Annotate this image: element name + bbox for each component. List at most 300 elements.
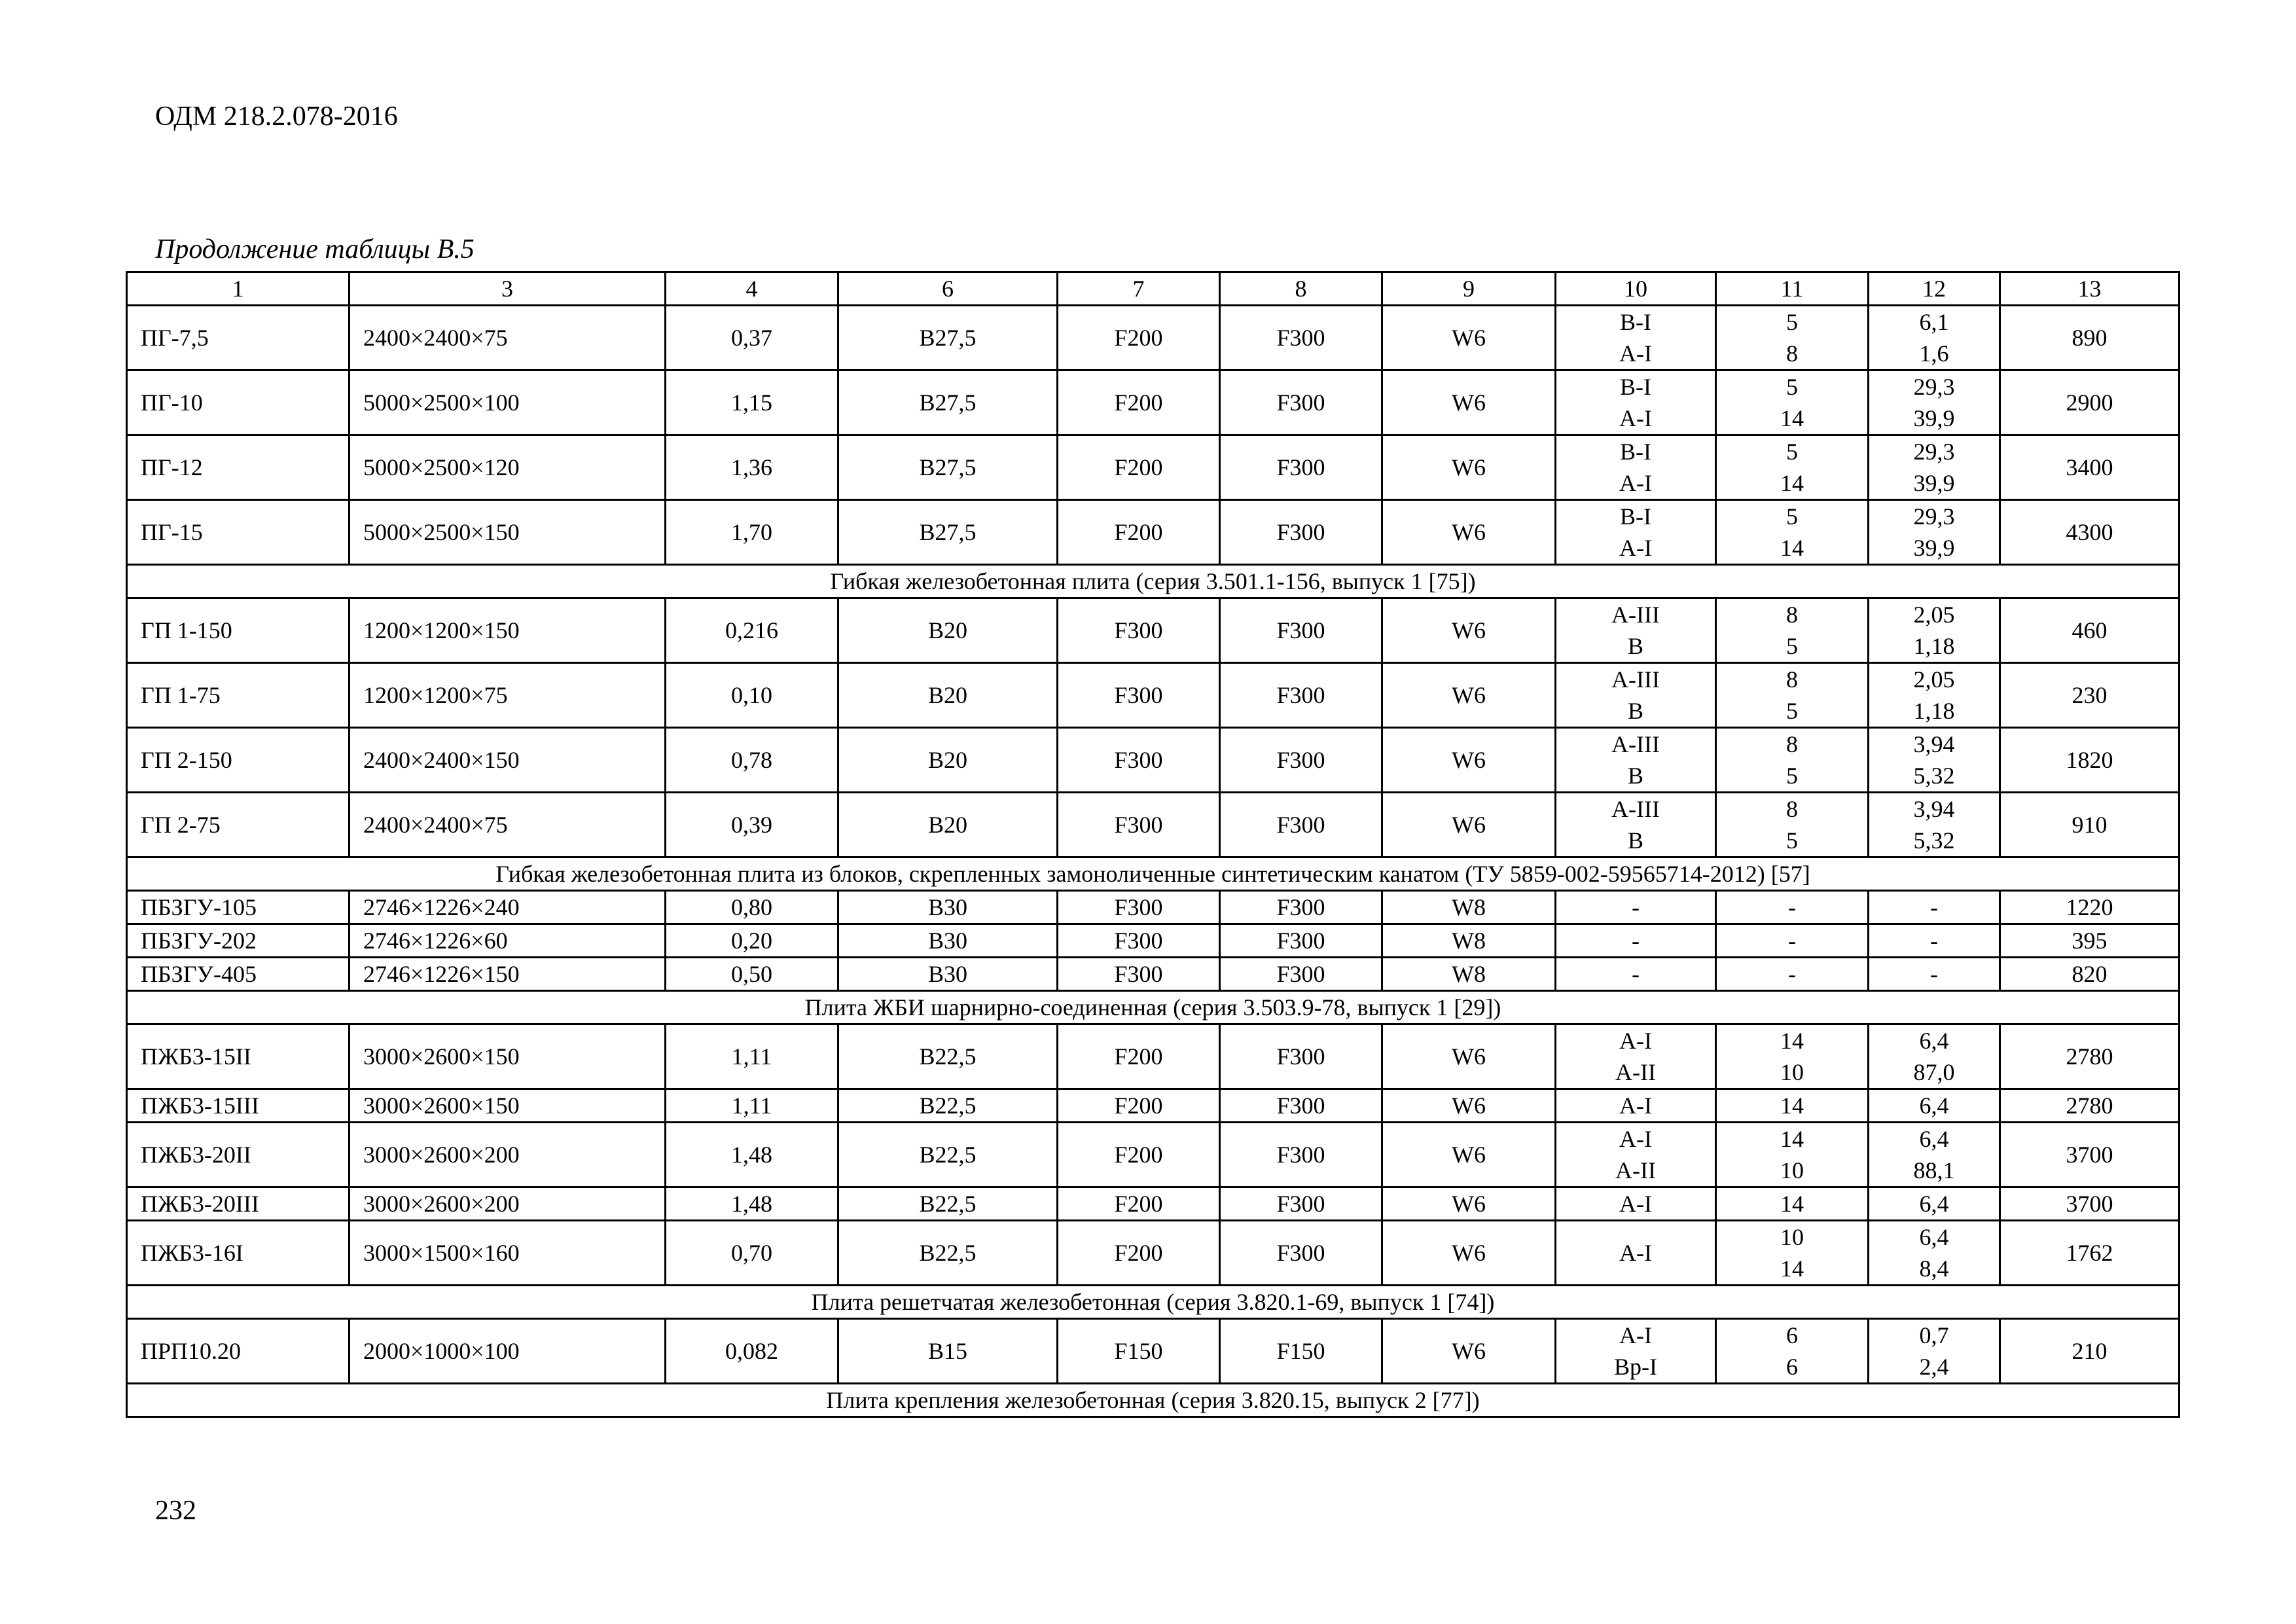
cell-line: 5 [1786, 309, 1798, 335]
table-cell: F300 [1220, 598, 1382, 663]
row-label-cell: ГП 1-150 [127, 598, 350, 663]
table-row [127, 1089, 2179, 1123]
column-header: 4 [666, 272, 838, 306]
table-cell: F300 [1058, 598, 1220, 663]
table-cell: 910 [2000, 793, 2179, 857]
row-label-cell: ПБЗГУ-202 [127, 924, 350, 958]
table-cell: В20 [838, 598, 1058, 663]
table-cell: 210 [2000, 1319, 2179, 1384]
table-cell: 5000×2500×120 [350, 435, 666, 500]
table-cell: 3700 [2000, 1187, 2179, 1221]
table-cell: F300 [1220, 1024, 1382, 1089]
table-cell [1556, 663, 1716, 728]
table-cell: В30 [838, 891, 1058, 924]
cell-line: 6 [1786, 1354, 1798, 1380]
cell-line: 14 [1780, 1028, 1804, 1054]
table-cell: 6,4 [1869, 1089, 2000, 1123]
table-cell: F300 [1058, 924, 1220, 958]
table-cell: W6 [1382, 1024, 1556, 1089]
cell-line: В [1627, 763, 1643, 789]
table-cell: F200 [1058, 435, 1220, 500]
cell-line: 5,32 [1913, 763, 1955, 789]
table-cell: F300 [1058, 891, 1220, 924]
table-cell: 1,70 [666, 500, 838, 565]
table-cell: 0,39 [666, 793, 838, 857]
table-cell: F200 [1058, 500, 1220, 565]
cell-line: В [1627, 633, 1643, 659]
cell-line: 29,3 [1913, 374, 1955, 400]
table-cell: 395 [2000, 924, 2179, 958]
table-cell: В20 [838, 728, 1058, 793]
cell-line: 8 [1786, 340, 1798, 367]
table-cell: F300 [1220, 500, 1382, 565]
cell-line: 5 [1786, 698, 1798, 724]
table-cell [1716, 500, 1869, 565]
table-cell: 3000×2600×150 [350, 1024, 666, 1089]
table-cell: 2400×2400×75 [350, 793, 666, 857]
table-cell [1869, 728, 2000, 793]
table-cell: F300 [1058, 728, 1220, 793]
table-cell: 1,15 [666, 370, 838, 435]
table-cell: F200 [1058, 1123, 1220, 1187]
table-cell: - [1556, 924, 1716, 958]
cell-line: А-III [1611, 731, 1660, 757]
row-label-cell: ГП 2-150 [127, 728, 350, 793]
table-cell [1869, 1024, 2000, 1089]
cell-line: 1,18 [1913, 698, 1955, 724]
table-cell: F150 [1220, 1319, 1382, 1384]
cell-line: 8 [1786, 731, 1798, 757]
row-label-cell: ГП 2-75 [127, 793, 350, 857]
table-cell: 3700 [2000, 1123, 2179, 1187]
section-row [127, 991, 2179, 1024]
table-cell [1716, 1319, 1869, 1384]
table-cell [1556, 793, 1716, 857]
table-cell: 2746×1226×240 [350, 891, 666, 924]
cell-line: 8 [1786, 602, 1798, 628]
table-cell: 230 [2000, 663, 2179, 728]
table-cell: 1,11 [666, 1089, 838, 1123]
table-cell: 0,80 [666, 891, 838, 924]
page-number: 232 [155, 1496, 196, 1526]
cell-line: В-I [1620, 439, 1651, 465]
table-cell: F300 [1220, 891, 1382, 924]
cell-line: 29,3 [1913, 439, 1955, 465]
cell-line: 14 [1780, 535, 1804, 561]
table-cell: F300 [1058, 793, 1220, 857]
row-label-cell: ПЖБ3-15II [127, 1024, 350, 1089]
table-cell [1869, 663, 2000, 728]
table-cell: 1,36 [666, 435, 838, 500]
table-row [127, 728, 2179, 793]
cell-line: 14 [1780, 1255, 1804, 1282]
table-cell: 0,37 [666, 306, 838, 370]
table-cell: 5000×2500×150 [350, 500, 666, 565]
table-cell [1556, 435, 1716, 500]
table-cell: - [1716, 958, 1869, 991]
cell-line: 8 [1786, 666, 1798, 693]
table-cell [1869, 1123, 2000, 1187]
cell-line: 10 [1780, 1157, 1804, 1183]
table-cell [1869, 370, 2000, 435]
table-cell [1869, 500, 2000, 565]
table-cell: 5000×2500×100 [350, 370, 666, 435]
table-cell [1716, 306, 1869, 370]
cell-line: А-III [1611, 666, 1660, 693]
table-cell: F300 [1220, 1221, 1382, 1286]
cell-line: 2,05 [1913, 602, 1955, 628]
section-title: Плита крепления железобетонная (серия 3.820.15, выпуск 2 [77]) [127, 1384, 2179, 1417]
table-cell: 890 [2000, 306, 2179, 370]
cell-line: 5 [1786, 633, 1798, 659]
row-label-cell: ПГ-10 [127, 370, 350, 435]
table-cell: F200 [1058, 370, 1220, 435]
cell-line: 1,18 [1913, 633, 1955, 659]
table-cell: W8 [1382, 924, 1556, 958]
table-cell: F300 [1220, 924, 1382, 958]
table-cell: 3000×2600×200 [350, 1187, 666, 1221]
table-cell: W6 [1382, 1089, 1556, 1123]
table-cell: 2746×1226×150 [350, 958, 666, 991]
table-cell: F300 [1220, 370, 1382, 435]
table-cell: В27,5 [838, 306, 1058, 370]
section-title: Плита ЖБИ шарнирно-соединенная (серия 3.503.9-78, выпуск 1 [29]) [127, 991, 2179, 1024]
section-row [127, 565, 2179, 598]
cell-line: А-I [1619, 470, 1652, 496]
table-cell: F300 [1220, 663, 1382, 728]
table-cell: F150 [1058, 1319, 1220, 1384]
table-cell [1556, 1024, 1716, 1089]
cell-line: 6,4 [1919, 1028, 1949, 1054]
table-row [127, 598, 2179, 663]
cell-line: 2,4 [1919, 1354, 1949, 1380]
cell-line: 10 [1780, 1059, 1804, 1085]
cell-line: В [1627, 827, 1643, 854]
table-cell: - [1716, 891, 1869, 924]
table-cell [1556, 500, 1716, 565]
table-cell: 1200×1200×75 [350, 663, 666, 728]
table-cell [1716, 1221, 1869, 1286]
table-cell [1556, 1123, 1716, 1187]
table-row [127, 500, 2179, 565]
table-cell [1869, 435, 2000, 500]
cell-line: 5 [1786, 439, 1798, 465]
table-cell: - [1716, 924, 1869, 958]
table-cell [1716, 598, 1869, 663]
table-row [127, 1024, 2179, 1089]
table-cell: 1200×1200×150 [350, 598, 666, 663]
table-cell: 4300 [2000, 500, 2179, 565]
table-cell: 0,082 [666, 1319, 838, 1384]
cell-line: Вр-I [1614, 1354, 1657, 1380]
table-cell: 1,48 [666, 1123, 838, 1187]
column-header: 3 [350, 272, 666, 306]
table-row [127, 793, 2179, 857]
table-cell [1556, 598, 1716, 663]
cell-line: 5 [1786, 503, 1798, 530]
cell-line: А-II [1615, 1059, 1656, 1085]
table-row [127, 663, 2179, 728]
column-header: 11 [1716, 272, 1869, 306]
cell-line: В-I [1620, 503, 1651, 530]
cell-line: А-I [1619, 1028, 1652, 1054]
table-cell: В30 [838, 924, 1058, 958]
table-cell: W6 [1382, 306, 1556, 370]
cell-line: А-I [1619, 535, 1652, 561]
cell-line: 5 [1786, 374, 1798, 400]
table-cell: В30 [838, 958, 1058, 991]
cell-line: 1,6 [1919, 340, 1949, 367]
table-cell: В22,5 [838, 1123, 1058, 1187]
cell-line: В-I [1620, 374, 1651, 400]
table-cell [1869, 1221, 2000, 1286]
cell-line: А-III [1611, 796, 1660, 822]
table-cell [1556, 728, 1716, 793]
table-cell: F200 [1058, 1024, 1220, 1089]
table-cell: 820 [2000, 958, 2179, 991]
table-cell: В15 [838, 1319, 1058, 1384]
table-cell: F300 [1058, 663, 1220, 728]
table-cell: 2746×1226×60 [350, 924, 666, 958]
table-cell: 3400 [2000, 435, 2179, 500]
cell-line: 8,4 [1919, 1255, 1949, 1282]
table-cell: F300 [1220, 435, 1382, 500]
table-cell [1869, 793, 2000, 857]
table-cell [1716, 663, 1869, 728]
column-header: 13 [2000, 272, 2179, 306]
cell-line: В [1627, 698, 1643, 724]
table-cell: В20 [838, 793, 1058, 857]
row-label-cell: ГП 1-75 [127, 663, 350, 728]
table-cell [1869, 598, 2000, 663]
cell-line: 5 [1786, 763, 1798, 789]
row-label-cell: ПЖБ3-16I [127, 1221, 350, 1286]
section-title: Гибкая железобетонная плита из блоков, скрепленных замоноличенные синтетическим канатом (ТУ 5859-002-59565714-2012) [57] [127, 857, 2179, 891]
cell-line: А-I [1619, 340, 1652, 367]
table-row [127, 1221, 2179, 1286]
table-row [127, 370, 2179, 435]
row-label-cell: ПГ-15 [127, 500, 350, 565]
table-cell: 1820 [2000, 728, 2179, 793]
table-cell [1716, 793, 1869, 857]
table-cell: В22,5 [838, 1221, 1058, 1286]
cell-line: 14 [1780, 1126, 1804, 1152]
table-cell: - [1869, 891, 2000, 924]
table-cell: W6 [1382, 728, 1556, 793]
table-row [127, 958, 2179, 991]
row-label-cell: ПРП10.20 [127, 1319, 350, 1384]
table-cell: В22,5 [838, 1024, 1058, 1089]
table-cell: 1762 [2000, 1221, 2179, 1286]
document-code: ОДМ 218.2.078-2016 [155, 101, 398, 132]
table-cell [1869, 1319, 2000, 1384]
table-cell: 3000×1500×160 [350, 1221, 666, 1286]
table-row [127, 1319, 2179, 1384]
cell-line: 10 [1780, 1224, 1804, 1250]
table-cell: 1,48 [666, 1187, 838, 1221]
cell-line: 6 [1786, 1322, 1798, 1348]
column-header: 8 [1220, 272, 1382, 306]
cell-line: 39,9 [1913, 535, 1955, 561]
cell-line: 6,1 [1919, 309, 1949, 335]
section-row [127, 1384, 2179, 1417]
table-cell: F200 [1058, 1187, 1220, 1221]
cell-line: 3,94 [1913, 796, 1955, 822]
cell-line: 88,1 [1913, 1157, 1955, 1183]
table-cell: W6 [1382, 370, 1556, 435]
table-row [127, 1123, 2179, 1187]
table-caption: Продолжение таблицы В.5 [155, 234, 475, 264]
table-cell: F200 [1058, 1089, 1220, 1123]
table-cell: 0,10 [666, 663, 838, 728]
table-body [127, 272, 2179, 1417]
table-row [127, 435, 2179, 500]
column-header: 12 [1869, 272, 2000, 306]
cell-line: А-I [1619, 1126, 1652, 1152]
table-cell: 1,11 [666, 1024, 838, 1089]
table-cell: А-I [1556, 1089, 1716, 1123]
table-cell: 0,70 [666, 1221, 838, 1286]
cell-line: А-II [1615, 1157, 1656, 1183]
table-cell [1556, 306, 1716, 370]
table-cell [1556, 370, 1716, 435]
table-header-row [127, 272, 2179, 306]
table-cell: W6 [1382, 1123, 1556, 1187]
table-cell: - [1869, 924, 2000, 958]
row-label-cell: ПЖБ3-20III [127, 1187, 350, 1221]
table-row [127, 891, 2179, 924]
table-row [127, 924, 2179, 958]
cell-line: А-I [1619, 1322, 1652, 1348]
table-cell: W6 [1382, 500, 1556, 565]
row-label-cell: ПБЗГУ-405 [127, 958, 350, 991]
table-cell: В27,5 [838, 370, 1058, 435]
row-label-cell: ПЖБ3-15III [127, 1089, 350, 1123]
cell-line: 8 [1786, 796, 1798, 822]
cell-line: 2,05 [1913, 666, 1955, 693]
table-cell: F300 [1058, 958, 1220, 991]
table-cell: 2780 [2000, 1089, 2179, 1123]
cell-line: 39,9 [1913, 470, 1955, 496]
section-title: Плита решетчатая железобетонная (серия 3.820.1-69, выпуск 1 [74]) [127, 1286, 2179, 1319]
table-cell [1556, 1319, 1716, 1384]
table-cell: F300 [1220, 1187, 1382, 1221]
table-cell: 2400×2400×150 [350, 728, 666, 793]
table-cell: 0,78 [666, 728, 838, 793]
table-row [127, 306, 2179, 370]
row-label-cell: ПГ-7,5 [127, 306, 350, 370]
table-cell: 1220 [2000, 891, 2179, 924]
cell-line: 6,4 [1919, 1224, 1949, 1250]
table-cell: 0,20 [666, 924, 838, 958]
table-cell: W6 [1382, 598, 1556, 663]
table-cell: - [1556, 958, 1716, 991]
cell-line: 6,4 [1919, 1126, 1949, 1152]
table-cell [1716, 1123, 1869, 1187]
table-cell: 2900 [2000, 370, 2179, 435]
table-cell: 3000×2600×200 [350, 1123, 666, 1187]
table-cell [1869, 306, 2000, 370]
table-cell: 0,216 [666, 598, 838, 663]
cell-line: 14 [1780, 470, 1804, 496]
table-cell: 2780 [2000, 1024, 2179, 1089]
column-header: 7 [1058, 272, 1220, 306]
table-cell: F200 [1058, 1221, 1220, 1286]
table-cell: А-I [1556, 1187, 1716, 1221]
table-row [127, 1187, 2179, 1221]
table-cell: 14 [1716, 1089, 1869, 1123]
table-cell: F300 [1220, 1089, 1382, 1123]
cell-line: 3,94 [1913, 731, 1955, 757]
cell-line: В-I [1620, 309, 1651, 335]
table-cell: W6 [1382, 1319, 1556, 1384]
cell-line: 5 [1786, 827, 1798, 854]
section-title: Гибкая железобетонная плита (серия 3.501.1-156, выпуск 1 [75]) [127, 565, 2179, 598]
cell-line: 87,0 [1913, 1059, 1955, 1085]
table-cell: 14 [1716, 1187, 1869, 1221]
table-cell: В22,5 [838, 1089, 1058, 1123]
column-header: 1 [127, 272, 350, 306]
table-cell [1716, 1024, 1869, 1089]
table-cell: F300 [1220, 728, 1382, 793]
table-cell: W6 [1382, 793, 1556, 857]
table-cell: - [1869, 958, 2000, 991]
column-header: 10 [1556, 272, 1716, 306]
table-cell: 460 [2000, 598, 2179, 663]
table-cell: В27,5 [838, 435, 1058, 500]
table-cell: 2000×1000×100 [350, 1319, 666, 1384]
table-cell: 3000×2600×150 [350, 1089, 666, 1123]
table-cell: W8 [1382, 891, 1556, 924]
section-row [127, 857, 2179, 891]
cell-line: 29,3 [1913, 503, 1955, 530]
section-row [127, 1286, 2179, 1319]
table-cell: F300 [1220, 958, 1382, 991]
table-cell [1716, 728, 1869, 793]
table-cell: F300 [1220, 306, 1382, 370]
cell-line: 39,9 [1913, 405, 1955, 431]
table-cell: В20 [838, 663, 1058, 728]
cell-line: А-I [1619, 405, 1652, 431]
row-label-cell: ПЖБ3-20II [127, 1123, 350, 1187]
row-label-cell: ПБЗГУ-105 [127, 891, 350, 924]
table-cell: F300 [1220, 793, 1382, 857]
table-cell: - [1556, 891, 1716, 924]
table-cell: 0,50 [666, 958, 838, 991]
table-cell: 6,4 [1869, 1187, 2000, 1221]
table-cell: W6 [1382, 1221, 1556, 1286]
table-cell: W8 [1382, 958, 1556, 991]
table-cell: А-I [1556, 1221, 1716, 1286]
table-cell: F200 [1058, 306, 1220, 370]
table-cell: F300 [1220, 1123, 1382, 1187]
row-label-cell: ПГ-12 [127, 435, 350, 500]
data-table [126, 271, 2180, 1418]
table-cell: W6 [1382, 663, 1556, 728]
table-cell [1716, 370, 1869, 435]
cell-line: 14 [1780, 405, 1804, 431]
column-header: 9 [1382, 272, 1556, 306]
table-cell [1716, 435, 1869, 500]
table-cell: W6 [1382, 1187, 1556, 1221]
cell-line: 0,7 [1919, 1322, 1949, 1348]
cell-line: 5,32 [1913, 827, 1955, 854]
table-cell: В22,5 [838, 1187, 1058, 1221]
table-cell: 2400×2400×75 [350, 306, 666, 370]
table-cell: W6 [1382, 435, 1556, 500]
table-cell: В27,5 [838, 500, 1058, 565]
column-header: 6 [838, 272, 1058, 306]
